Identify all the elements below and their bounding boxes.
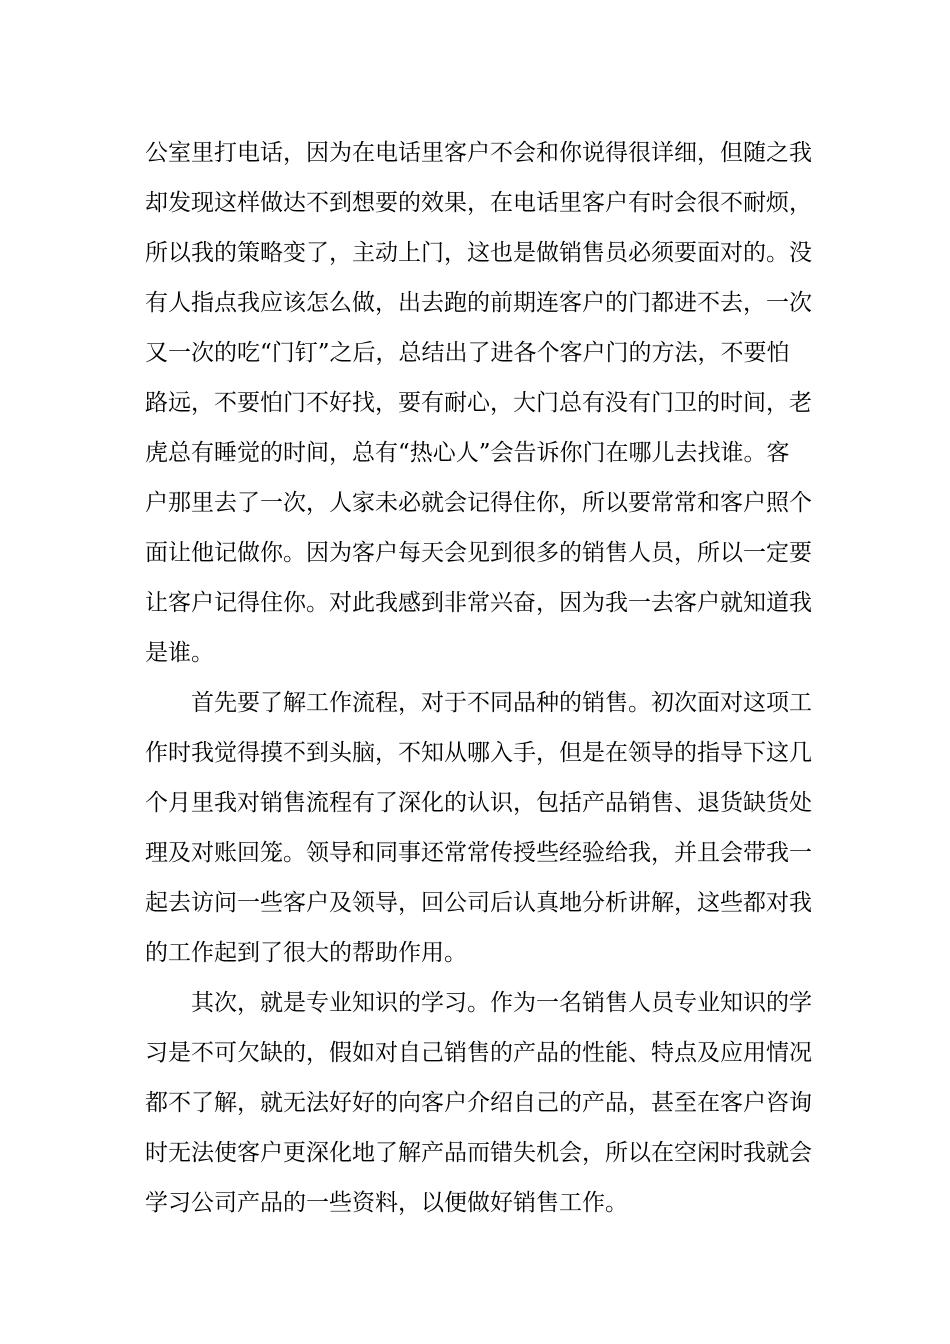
text-line: 却发现这样做达不到想要的效果，在电话里客户有时会很不耐烦， [145,190,812,216]
text-line: 所以我的策略变了，主动上门，这也是做销售员必须要面对的。没 [145,240,812,266]
text-line: 有人指点我应该怎么做，出去跑的前期连客户的门都进不去，一次 [145,290,812,316]
text-line: 作时我觉得摸不到头脑，不知从哪入手，但是在领导的指导下这几 [145,740,812,766]
text-line: 都不了解，就无法好好的向客户介绍自己的产品，甚至在客户咨询 [145,1090,812,1116]
text-line: 户那里去了一次，人家未必就会记得住你，所以要常常和客户照个 [145,490,812,516]
text-line: 的工作起到了很大的帮助作用。 [145,940,467,966]
text-line: 是谁。 [145,640,214,666]
text-line: 让客户记得住你。对此我感到非常兴奋，因为我一去客户就知道我 [145,590,812,616]
text-line: 首先要了解工作流程，对于不同品种的销售。初次面对这项工 [145,690,812,716]
text-line: 理及对账回笼。领导和同事还常常传授些经验给我，并且会带我一 [145,840,812,866]
text-line: 其次，就是专业知识的学习。作为一名销售人员专业知识的学 [145,990,812,1016]
paragraph-3 [145,978,812,1228]
text-line: 学习公司产品的一些资料，以便做好销售工作。 [145,1190,628,1216]
text-line: 公室里打电话，因为在电话里客户不会和你说得很详细，但随之我 [145,140,812,166]
document-body [145,128,812,1228]
text-line: 时无法使客户更深化地了解产品而错失机会，所以在空闲时我就会 [145,1140,812,1166]
text-line: 路远，不要怕门不好找，要有耐心，大门总有没有门卫的时间，老 [145,390,812,416]
text-line: 又一次的吃“门钉”之后，总结出了进各个客户门的方法，不要怕 [145,340,790,366]
paragraph-1 [145,128,812,678]
text-line: 个月里我对销售流程有了深化的认识，包括产品销售、退货缺货处 [145,790,812,816]
text-line: 虎总有睡觉的时间，总有“热心人”会告诉你门在哪儿去找谁。客 [145,440,790,466]
text-line: 面让他记做你。因为客户每天会见到很多的销售人员，所以一定要 [145,540,812,566]
paragraph-2 [145,678,812,978]
text-line: 起去访问一些客户及领导，回公司后认真地分析讲解，这些都对我 [145,890,812,916]
text-line: 习是不可欠缺的，假如对自己销售的产品的性能、特点及应用情况 [145,1040,812,1066]
